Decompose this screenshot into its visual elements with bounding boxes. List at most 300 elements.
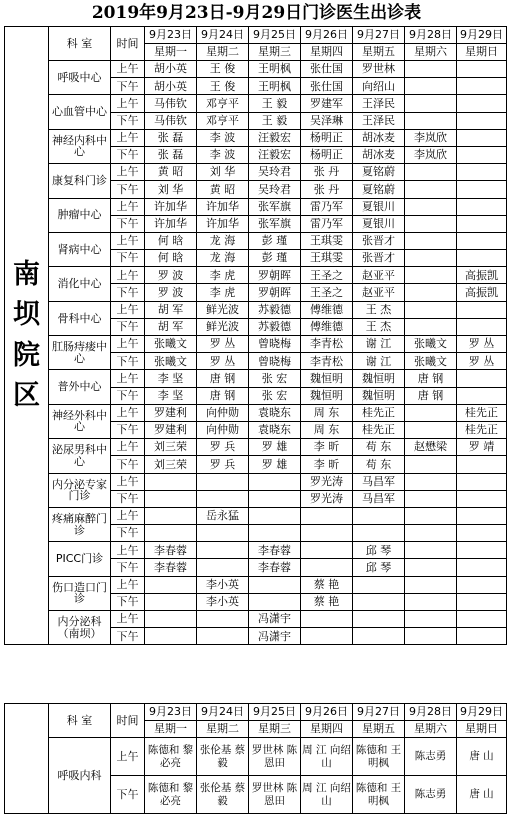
session-time: 下午 bbox=[111, 318, 145, 335]
doctor-cell: 许加华 bbox=[145, 198, 197, 215]
doctor-cell bbox=[249, 576, 301, 593]
doctor-cell: 赵亚平 bbox=[353, 267, 405, 284]
doctor-cell: 张曦文 bbox=[405, 336, 457, 353]
doctor-cell bbox=[405, 507, 457, 524]
doctor-cell: 刘三荣 bbox=[145, 439, 197, 456]
doctor-cell: 罗 兵 bbox=[197, 439, 249, 456]
table-row bbox=[5, 507, 507, 524]
doctor-cell: 李青松 bbox=[301, 353, 353, 370]
doctor-cell: 李 波 bbox=[197, 129, 249, 146]
doctor-cell: 李 坚 bbox=[145, 387, 197, 404]
doctor-cell: 胡小英 bbox=[145, 78, 197, 95]
doctor-cell: 夏铭蔚 bbox=[353, 164, 405, 181]
table-row bbox=[5, 267, 507, 284]
session-time: 下午 bbox=[111, 284, 145, 301]
doctor-cell bbox=[249, 525, 301, 542]
header-row-dates bbox=[5, 27, 507, 44]
table-row bbox=[5, 576, 507, 593]
table-row bbox=[5, 61, 507, 78]
date-header: 9月24日 bbox=[197, 704, 249, 721]
doctor-cell bbox=[301, 507, 353, 524]
doctor-cell bbox=[457, 78, 507, 95]
department-name: 伤口造口门诊 bbox=[49, 576, 111, 610]
doctor-cell: 唐 山 bbox=[457, 776, 507, 814]
doctor-cell: 张曦文 bbox=[145, 353, 197, 370]
doctor-cell bbox=[457, 198, 507, 215]
doctor-cell: 李 昕 bbox=[301, 456, 353, 473]
doctor-cell bbox=[457, 146, 507, 163]
department-name: 神经内科中心 bbox=[49, 129, 111, 163]
doctor-cell: 张晋才 bbox=[353, 232, 405, 249]
session-time: 下午 bbox=[111, 628, 145, 645]
doctor-cell: 高振凯 bbox=[457, 267, 507, 284]
doctor-cell: 张 丹 bbox=[301, 181, 353, 198]
session-time: 下午 bbox=[111, 250, 145, 267]
doctor-cell: 罗 雄 bbox=[249, 456, 301, 473]
doctor-cell: 唐 钢 bbox=[197, 387, 249, 404]
doctor-cell bbox=[405, 611, 457, 628]
doctor-cell: 袁晓东 bbox=[249, 404, 301, 421]
doctor-cell: 蔡 艳 bbox=[301, 593, 353, 610]
table-row bbox=[5, 439, 507, 456]
doctor-cell bbox=[197, 559, 249, 576]
doctor-cell: 桂先正 bbox=[457, 404, 507, 421]
doctor-cell: 杨明正 bbox=[301, 146, 353, 163]
weekday-header: 星期日 bbox=[457, 44, 507, 61]
department-name: 内分泌专家门诊 bbox=[49, 473, 111, 507]
doctor-cell bbox=[249, 507, 301, 524]
session-time: 上午 bbox=[111, 611, 145, 628]
session-time: 下午 bbox=[111, 421, 145, 438]
doctor-cell: 周 东 bbox=[301, 404, 353, 421]
doctor-cell: 桂先正 bbox=[457, 421, 507, 438]
doctor-cell: 李 昕 bbox=[301, 439, 353, 456]
doctor-cell: 张 磊 bbox=[145, 146, 197, 163]
doctor-cell: 许加华 bbox=[197, 198, 249, 215]
weekday-header: 星期二 bbox=[197, 44, 249, 61]
table-row bbox=[5, 542, 507, 559]
doctor-cell: 李春蓉 bbox=[249, 559, 301, 576]
doctor-cell bbox=[249, 593, 301, 610]
session-time: 下午 bbox=[111, 490, 145, 507]
doctor-cell: 李春蓉 bbox=[145, 559, 197, 576]
weekday-header: 星期三 bbox=[249, 721, 301, 738]
weekday-header: 星期六 bbox=[405, 44, 457, 61]
doctor-cell: 王 俊 bbox=[197, 78, 249, 95]
doctor-cell: 陈志勇 bbox=[405, 776, 457, 814]
doctor-cell: 罗建利 bbox=[145, 421, 197, 438]
doctor-cell: 陈德和 王明枫 bbox=[353, 738, 405, 776]
session-time: 下午 bbox=[111, 776, 145, 814]
doctor-cell: 罗 丛 bbox=[197, 353, 249, 370]
campus-char: 院 bbox=[13, 339, 40, 371]
session-time: 下午 bbox=[111, 593, 145, 610]
weekday-header: 星期五 bbox=[353, 44, 405, 61]
doctor-cell: 桂先正 bbox=[353, 404, 405, 421]
table-row bbox=[5, 129, 507, 146]
weekday-header: 星期三 bbox=[249, 44, 301, 61]
doctor-cell bbox=[457, 301, 507, 318]
doctor-cell: 张仕国 bbox=[301, 61, 353, 78]
doctor-cell: 张 磊 bbox=[145, 129, 197, 146]
doctor-cell: 罗 靖 bbox=[457, 439, 507, 456]
doctor-cell bbox=[457, 112, 507, 129]
doctor-cell: 苟 东 bbox=[353, 439, 405, 456]
doctor-cell: 罗建利 bbox=[145, 404, 197, 421]
session-time: 下午 bbox=[111, 215, 145, 232]
doctor-cell bbox=[197, 611, 249, 628]
doctor-cell: 胡冰麦 bbox=[353, 146, 405, 163]
doctor-cell: 何 晗 bbox=[145, 232, 197, 249]
doctor-cell: 王 毅 bbox=[249, 95, 301, 112]
doctor-cell: 张军旗 bbox=[249, 198, 301, 215]
table-row bbox=[5, 370, 507, 387]
doctor-cell: 桂先正 bbox=[353, 421, 405, 438]
weekday-header: 星期四 bbox=[301, 44, 353, 61]
doctor-cell: 王泽民 bbox=[353, 112, 405, 129]
doctor-cell: 王圣之 bbox=[301, 267, 353, 284]
doctor-cell: 李 坚 bbox=[145, 370, 197, 387]
doctor-cell: 罗朝晖 bbox=[249, 267, 301, 284]
session-time: 上午 bbox=[111, 404, 145, 421]
date-header: 9月29日 bbox=[457, 27, 507, 44]
doctor-cell bbox=[353, 611, 405, 628]
session-time: 上午 bbox=[111, 301, 145, 318]
session-time: 上午 bbox=[111, 61, 145, 78]
doctor-cell: 王 杰 bbox=[353, 318, 405, 335]
time-header: 时间 bbox=[111, 27, 145, 61]
doctor-cell: 吴泽琳 bbox=[301, 112, 353, 129]
doctor-cell: 黄 昭 bbox=[197, 181, 249, 198]
doctor-cell: 李岚欣 bbox=[405, 129, 457, 146]
doctor-cell: 胡 军 bbox=[145, 301, 197, 318]
session-time: 下午 bbox=[111, 559, 145, 576]
doctor-cell: 罗 波 bbox=[145, 267, 197, 284]
doctor-cell: 罗朝晖 bbox=[249, 284, 301, 301]
doctor-cell bbox=[405, 559, 457, 576]
doctor-cell: 魏恒明 bbox=[301, 387, 353, 404]
doctor-cell bbox=[457, 559, 507, 576]
doctor-cell: 张军旗 bbox=[249, 215, 301, 232]
doctor-cell: 蔡 艳 bbox=[301, 576, 353, 593]
doctor-cell: 苟 东 bbox=[353, 456, 405, 473]
doctor-cell: 赵懋梁 bbox=[405, 439, 457, 456]
doctor-cell bbox=[405, 250, 457, 267]
doctor-cell: 冯潇宇 bbox=[249, 611, 301, 628]
session-time: 上午 bbox=[111, 95, 145, 112]
weekday-header: 星期五 bbox=[353, 721, 405, 738]
doctor-cell: 龙 海 bbox=[197, 250, 249, 267]
doctor-cell bbox=[197, 525, 249, 542]
table-row bbox=[5, 738, 507, 776]
table-row bbox=[5, 95, 507, 112]
session-time: 上午 bbox=[111, 439, 145, 456]
date-header: 9月25日 bbox=[249, 27, 301, 44]
session-time: 上午 bbox=[111, 198, 145, 215]
session-time: 上午 bbox=[111, 164, 145, 181]
doctor-cell: 马昌军 bbox=[353, 490, 405, 507]
session-time: 下午 bbox=[111, 78, 145, 95]
doctor-cell: 王圣之 bbox=[301, 284, 353, 301]
doctor-cell bbox=[405, 421, 457, 438]
doctor-cell: 夏银川 bbox=[353, 198, 405, 215]
department-name: 呼吸中心 bbox=[49, 61, 111, 95]
session-time: 下午 bbox=[111, 353, 145, 370]
doctor-cell: 周 江 向绍山 bbox=[301, 738, 353, 776]
doctor-cell: 袁晓东 bbox=[249, 421, 301, 438]
date-header: 9月27日 bbox=[353, 704, 405, 721]
department-name: 心血管中心 bbox=[49, 95, 111, 129]
doctor-cell bbox=[457, 628, 507, 645]
doctor-cell: 王琪雯 bbox=[301, 250, 353, 267]
doctor-cell bbox=[405, 542, 457, 559]
session-time: 上午 bbox=[111, 738, 145, 776]
doctor-cell: 唐 钢 bbox=[197, 370, 249, 387]
doctor-cell: 魏恒明 bbox=[353, 370, 405, 387]
doctor-cell: 张晋才 bbox=[353, 250, 405, 267]
session-time: 下午 bbox=[111, 146, 145, 163]
doctor-cell: 高振凯 bbox=[457, 284, 507, 301]
session-time: 上午 bbox=[111, 473, 145, 490]
doctor-cell bbox=[457, 490, 507, 507]
doctor-cell bbox=[301, 628, 353, 645]
date-header: 9月26日 bbox=[301, 27, 353, 44]
table-row bbox=[5, 404, 507, 421]
doctor-cell bbox=[457, 473, 507, 490]
doctor-cell bbox=[457, 507, 507, 524]
doctor-cell bbox=[405, 301, 457, 318]
doctor-cell: 唐 山 bbox=[457, 738, 507, 776]
doctor-cell: 王琪雯 bbox=[301, 232, 353, 249]
doctor-cell: 李春蓉 bbox=[145, 542, 197, 559]
campus-char: 南 bbox=[13, 258, 40, 290]
doctor-cell: 陈德和 王明枫 bbox=[353, 776, 405, 814]
date-header: 9月28日 bbox=[405, 704, 457, 721]
doctor-cell: 曾晓梅 bbox=[249, 336, 301, 353]
doctor-cell: 李小英 bbox=[197, 593, 249, 610]
doctor-cell: 王 杰 bbox=[353, 301, 405, 318]
table-row bbox=[5, 336, 507, 353]
department-name: 肛肠痔瘘中心 bbox=[49, 336, 111, 370]
doctor-cell bbox=[197, 490, 249, 507]
doctor-cell: 马昌军 bbox=[353, 473, 405, 490]
doctor-cell bbox=[405, 181, 457, 198]
doctor-cell: 张曦文 bbox=[145, 336, 197, 353]
doctor-cell: 吴玲君 bbox=[249, 181, 301, 198]
doctor-cell bbox=[457, 456, 507, 473]
doctor-cell: 张曦文 bbox=[405, 353, 457, 370]
doctor-cell bbox=[457, 576, 507, 593]
doctor-cell: 杨明正 bbox=[301, 129, 353, 146]
doctor-cell bbox=[197, 473, 249, 490]
doctor-cell bbox=[405, 284, 457, 301]
doctor-cell: 马伟钦 bbox=[145, 112, 197, 129]
doctor-cell bbox=[405, 490, 457, 507]
department-name: 内分泌科（南坝） bbox=[49, 611, 111, 645]
doctor-cell: 罗光涛 bbox=[301, 490, 353, 507]
doctor-cell bbox=[405, 164, 457, 181]
date-header: 9月29日 bbox=[457, 704, 507, 721]
session-time: 上午 bbox=[111, 370, 145, 387]
blank-cell bbox=[5, 704, 49, 814]
weekday-header: 星期一 bbox=[145, 721, 197, 738]
doctor-cell bbox=[301, 525, 353, 542]
doctor-cell: 李 虎 bbox=[197, 267, 249, 284]
date-header: 9月24日 bbox=[197, 27, 249, 44]
doctor-cell: 唐 钢 bbox=[405, 387, 457, 404]
doctor-cell bbox=[405, 267, 457, 284]
doctor-cell bbox=[457, 164, 507, 181]
session-time: 下午 bbox=[111, 181, 145, 198]
doctor-cell: 王明枫 bbox=[249, 61, 301, 78]
time-header: 时间 bbox=[111, 704, 145, 738]
doctor-cell bbox=[249, 490, 301, 507]
doctor-cell: 陈志勇 bbox=[405, 738, 457, 776]
doctor-cell bbox=[457, 61, 507, 78]
doctor-cell bbox=[457, 318, 507, 335]
date-header: 9月26日 bbox=[301, 704, 353, 721]
doctor-cell: 汪毅宏 bbox=[249, 146, 301, 163]
session-time: 上午 bbox=[111, 507, 145, 524]
doctor-cell: 罗建军 bbox=[301, 95, 353, 112]
doctor-cell bbox=[145, 490, 197, 507]
table-row bbox=[5, 301, 507, 318]
department-name: 肿瘤中心 bbox=[49, 198, 111, 232]
doctor-cell bbox=[249, 473, 301, 490]
doctor-cell: 龙 海 bbox=[197, 232, 249, 249]
doctor-cell bbox=[457, 542, 507, 559]
table-row bbox=[5, 232, 507, 249]
doctor-cell: 罗世林 陈恩田 bbox=[249, 738, 301, 776]
campus-label bbox=[5, 27, 49, 645]
weekday-header: 星期二 bbox=[197, 721, 249, 738]
session-time: 上午 bbox=[111, 232, 145, 249]
session-time: 上午 bbox=[111, 542, 145, 559]
date-header: 9月23日 bbox=[145, 27, 197, 44]
doctor-cell bbox=[457, 215, 507, 232]
doctor-cell: 傅维德 bbox=[301, 301, 353, 318]
department-name: 呼吸内科 bbox=[49, 738, 111, 814]
doctor-cell: 陈德和 黎必亮 bbox=[145, 776, 197, 814]
doctor-cell bbox=[145, 628, 197, 645]
dept-header: 科 室 bbox=[49, 27, 111, 61]
doctor-cell: 李岚欣 bbox=[405, 146, 457, 163]
doctor-cell bbox=[145, 525, 197, 542]
doctor-cell: 罗 兵 bbox=[197, 456, 249, 473]
doctor-cell: 夏铭蔚 bbox=[353, 181, 405, 198]
department-name: 肾病中心 bbox=[49, 232, 111, 266]
doctor-cell bbox=[145, 473, 197, 490]
doctor-cell: 邓亨平 bbox=[197, 112, 249, 129]
doctor-cell: 曾晓梅 bbox=[249, 353, 301, 370]
doctor-cell: 刘 华 bbox=[197, 164, 249, 181]
department-name: 消化中心 bbox=[49, 267, 111, 301]
dept-header: 科 室 bbox=[49, 704, 111, 738]
doctor-cell: 罗世林 bbox=[353, 61, 405, 78]
session-time: 上午 bbox=[111, 576, 145, 593]
doctor-cell bbox=[457, 525, 507, 542]
session-time: 下午 bbox=[111, 112, 145, 129]
doctor-cell: 张伦基 蔡 毅 bbox=[197, 738, 249, 776]
doctor-cell bbox=[405, 404, 457, 421]
doctor-cell: 谢 江 bbox=[353, 336, 405, 353]
doctor-cell: 王 毅 bbox=[249, 112, 301, 129]
doctor-cell: 许加华 bbox=[197, 215, 249, 232]
doctor-cell bbox=[405, 628, 457, 645]
table-row bbox=[5, 164, 507, 181]
weekday-header: 星期日 bbox=[457, 721, 507, 738]
doctor-cell: 彭 瑾 bbox=[249, 250, 301, 267]
doctor-cell bbox=[197, 542, 249, 559]
department-name: 康复科门诊 bbox=[49, 164, 111, 198]
doctor-cell: 李青松 bbox=[301, 336, 353, 353]
doctor-cell: 雷乃军 bbox=[301, 215, 353, 232]
doctor-cell: 刘三荣 bbox=[145, 456, 197, 473]
doctor-cell bbox=[301, 542, 353, 559]
doctor-cell bbox=[457, 129, 507, 146]
session-time: 下午 bbox=[111, 456, 145, 473]
doctor-cell: 彭 瑾 bbox=[249, 232, 301, 249]
doctor-cell: 邓亨平 bbox=[197, 95, 249, 112]
doctor-cell: 许加华 bbox=[145, 215, 197, 232]
doctor-cell bbox=[353, 593, 405, 610]
schedule-table bbox=[4, 26, 507, 645]
doctor-cell: 汪毅宏 bbox=[249, 129, 301, 146]
department-name: PICC门诊 bbox=[49, 542, 111, 576]
doctor-cell: 刘 华 bbox=[145, 181, 197, 198]
doctor-cell: 罗 丛 bbox=[457, 353, 507, 370]
doctor-cell bbox=[145, 593, 197, 610]
weekday-header: 星期一 bbox=[145, 44, 197, 61]
doctor-cell bbox=[145, 611, 197, 628]
doctor-cell bbox=[457, 387, 507, 404]
doctor-cell: 张伦基 蔡 毅 bbox=[197, 776, 249, 814]
doctor-cell: 罗 丛 bbox=[457, 336, 507, 353]
department-name: 泌尿男科中心 bbox=[49, 439, 111, 473]
department-name: 骨科中心 bbox=[49, 301, 111, 335]
table-row bbox=[5, 198, 507, 215]
session-time: 上午 bbox=[111, 267, 145, 284]
doctor-cell: 鲜光波 bbox=[197, 301, 249, 318]
doctor-cell: 张仕国 bbox=[301, 78, 353, 95]
doctor-cell bbox=[145, 576, 197, 593]
doctor-cell: 罗 丛 bbox=[197, 336, 249, 353]
doctor-cell: 赵亚平 bbox=[353, 284, 405, 301]
doctor-cell: 胡 军 bbox=[145, 318, 197, 335]
doctor-cell: 胡冰麦 bbox=[353, 129, 405, 146]
doctor-cell: 马伟钦 bbox=[145, 95, 197, 112]
doctor-cell: 雷乃军 bbox=[301, 198, 353, 215]
doctor-cell: 罗世林 陈恩田 bbox=[249, 776, 301, 814]
department-name: 普外中心 bbox=[49, 370, 111, 404]
doctor-cell bbox=[405, 318, 457, 335]
doctor-cell bbox=[353, 576, 405, 593]
doctor-cell bbox=[405, 61, 457, 78]
doctor-cell bbox=[405, 593, 457, 610]
department-name: 疼痛麻醉门诊 bbox=[49, 507, 111, 541]
doctor-cell: 唐 钢 bbox=[405, 370, 457, 387]
session-time: 下午 bbox=[111, 525, 145, 542]
table-row bbox=[5, 611, 507, 628]
doctor-cell: 罗 雄 bbox=[249, 439, 301, 456]
doctor-cell: 李春蓉 bbox=[249, 542, 301, 559]
date-header: 9月25日 bbox=[249, 704, 301, 721]
second-schedule-table bbox=[4, 703, 507, 814]
doctor-cell bbox=[405, 456, 457, 473]
doctor-cell: 周 东 bbox=[301, 421, 353, 438]
doctor-cell bbox=[353, 628, 405, 645]
doctor-cell bbox=[405, 525, 457, 542]
